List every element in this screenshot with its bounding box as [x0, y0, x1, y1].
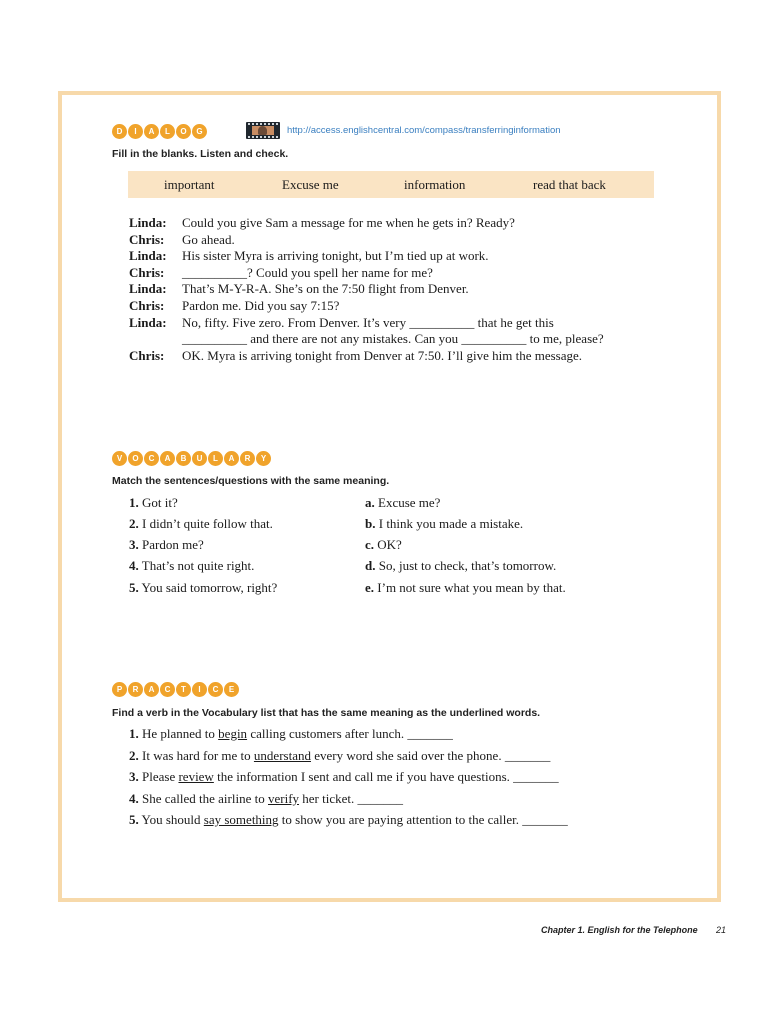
- item-text: OK?: [377, 537, 402, 552]
- list-item: [129, 812, 568, 828]
- dialog-line: That’s M-Y-R-A. She’s on the 7:50 flight from Denver.: [182, 281, 469, 296]
- badge-letter: T: [176, 682, 191, 697]
- item-number: 4.: [129, 558, 139, 573]
- item-text: I’m not sure what you mean by that.: [377, 580, 566, 595]
- vocabulary-badges: [112, 451, 271, 466]
- badge-letter: R: [240, 451, 255, 466]
- underlined-word: begin: [218, 726, 248, 741]
- item-letter: b.: [365, 516, 376, 531]
- list-item: [365, 495, 440, 511]
- item-text: I didn’t quite follow that.: [142, 516, 273, 531]
- dialog-line: His sister Myra is arriving tonight, but I’m tied up at work.: [182, 248, 489, 263]
- footer-chapter: Chapter 1. English for the Telephone: [541, 925, 698, 935]
- item-text: calling customers after lunch. _______: [247, 726, 453, 741]
- speaker: Chris:: [129, 265, 165, 280]
- list-item: [129, 580, 277, 596]
- underlined-word: review: [178, 769, 214, 784]
- dialog-link[interactable]: http://access.englishcentral.com/compass/transferringinformation: [287, 125, 561, 136]
- badge-letter: I: [192, 682, 207, 697]
- item-text: every word she said over the phone. _______: [310, 748, 551, 763]
- badge-letter: U: [192, 451, 207, 466]
- badge-letter: R: [128, 682, 143, 697]
- item-text: You should: [141, 812, 204, 827]
- item-text: It was hard for me to: [142, 748, 254, 763]
- underlined-word: understand: [253, 748, 311, 763]
- badge-letter: A: [144, 124, 159, 139]
- item-text: So, just to check, that’s tomorrow.: [378, 558, 557, 573]
- word-bank-item: information: [404, 177, 466, 192]
- badge-letter: C: [144, 451, 159, 466]
- word-bank-item: Excuse me: [282, 177, 339, 192]
- dialog-line: Could you give Sam a message for me when he gets in? Ready?: [182, 215, 515, 230]
- badge-letter: B: [176, 451, 191, 466]
- badge-letter: O: [176, 124, 191, 139]
- item-text: He planned to: [142, 726, 219, 741]
- list-item: [365, 558, 556, 574]
- item-text: Please: [142, 769, 179, 784]
- list-item: [365, 580, 566, 596]
- badge-letter: I: [128, 124, 143, 139]
- item-text: Got it?: [142, 495, 178, 510]
- video-icon[interactable]: [246, 122, 280, 139]
- practice-badges: [112, 682, 239, 697]
- word-bank-item: important: [164, 177, 215, 192]
- dialog-line: OK. Myra is arriving tonight from Denver at 7:50. I’ll give him the message.: [182, 348, 583, 363]
- dialog-line: __________ and there are not any mistakes. Can you __________ to me, please?: [182, 331, 604, 346]
- dialog-badges: [112, 124, 207, 139]
- badge-letter: L: [208, 451, 223, 466]
- speaker: Linda:: [129, 215, 167, 230]
- list-item: [129, 495, 178, 511]
- item-number: 1.: [129, 495, 139, 510]
- item-number: 5.: [129, 812, 139, 827]
- list-item: [129, 537, 204, 553]
- item-number: 3.: [129, 537, 139, 552]
- vocabulary-instruction: Match the sentences/questions with the same meaning.: [112, 475, 390, 487]
- item-letter: c.: [365, 537, 375, 552]
- underlined-word: verify: [267, 791, 300, 806]
- underlined-word: say something: [203, 812, 279, 827]
- item-letter: e.: [365, 580, 375, 595]
- speaker: Chris:: [129, 298, 165, 313]
- badge-letter: A: [224, 451, 239, 466]
- dialog-line: __________? Could you spell her name for me?: [182, 265, 433, 280]
- item-text: Pardon me?: [142, 537, 204, 552]
- item-number: 5.: [129, 580, 139, 595]
- list-item: [365, 537, 402, 553]
- item-text: She called the airline to: [142, 791, 268, 806]
- badge-letter: P: [112, 682, 127, 697]
- item-text: I think you made a mistake.: [378, 516, 524, 531]
- practice-instruction: Find a verb in the Vocabulary list that has the same meaning as the underlined words.: [112, 707, 541, 719]
- item-number: 2.: [129, 516, 139, 531]
- item-text: That’s not quite right.: [141, 558, 255, 573]
- badge-letter: O: [128, 451, 143, 466]
- dialog-instruction: Fill in the blanks. Listen and check.: [112, 148, 289, 160]
- item-letter: a.: [365, 495, 375, 510]
- item-number: 4.: [129, 791, 139, 806]
- speaker: Chris:: [129, 232, 165, 247]
- item-letter: d.: [365, 558, 376, 573]
- item-text: Excuse me?: [378, 495, 441, 510]
- dialog-line: No, fifty. Five zero. From Denver. It’s very __________ that he get this: [182, 315, 554, 330]
- badge-letter: Y: [256, 451, 271, 466]
- item-text: to show you are paying attention to the caller. _______: [278, 812, 568, 827]
- word-bank: [128, 171, 654, 198]
- badge-letter: G: [192, 124, 207, 139]
- speaker: Linda:: [129, 248, 167, 263]
- item-text: You said tomorrow, right?: [141, 580, 278, 595]
- dialog-line: Go ahead.: [182, 232, 235, 247]
- speaker: Linda:: [129, 281, 167, 296]
- badge-letter: C: [160, 682, 175, 697]
- dialog-line: Pardon me. Did you say 7:15?: [182, 298, 340, 313]
- speaker: Linda:: [129, 315, 167, 330]
- item-number: 1.: [129, 726, 139, 741]
- item-text: her ticket. _______: [299, 791, 404, 806]
- list-item: [365, 516, 523, 532]
- badge-letter: D: [112, 124, 127, 139]
- list-item: [129, 748, 550, 764]
- badge-letter: A: [160, 451, 175, 466]
- badge-letter: V: [112, 451, 127, 466]
- item-number: 2.: [129, 748, 139, 763]
- item-text: the information I sent and call me if you have questions. _______: [213, 769, 559, 784]
- list-item: [129, 791, 403, 807]
- speaker: Chris:: [129, 348, 165, 363]
- list-item: [129, 516, 273, 532]
- item-number: 3.: [129, 769, 139, 784]
- word-bank-item: read that back: [533, 177, 606, 192]
- list-item: [129, 558, 254, 574]
- badge-letter: C: [208, 682, 223, 697]
- badge-letter: E: [224, 682, 239, 697]
- badge-letter: A: [144, 682, 159, 697]
- page-number: 21: [716, 925, 727, 935]
- badge-letter: L: [160, 124, 175, 139]
- list-item: [129, 769, 559, 785]
- list-item: [129, 726, 453, 742]
